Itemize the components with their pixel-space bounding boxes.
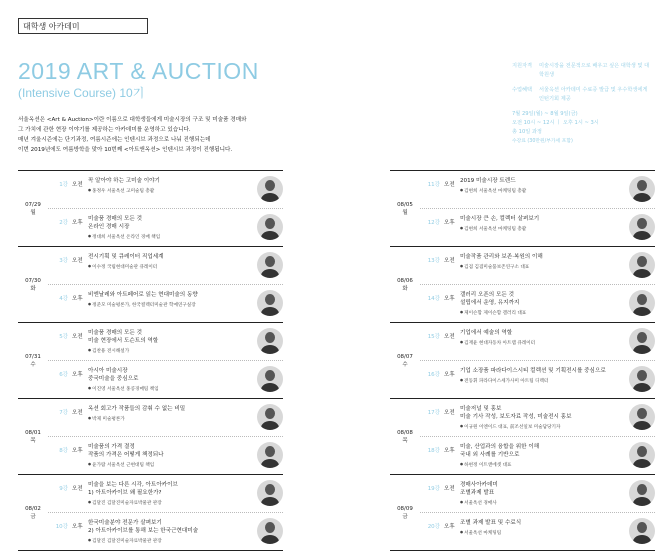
speaker-photo — [257, 442, 283, 468]
session-number: 14강 — [427, 296, 440, 302]
session-number: 4강 — [59, 296, 68, 302]
benefit-label: 수업혜택 — [512, 87, 533, 93]
session-body — [460, 215, 630, 234]
day-weekday: 금 — [402, 513, 408, 520]
session-speaker: ● 김찬용 전시해설가 — [88, 346, 258, 356]
session-row — [48, 436, 283, 474]
session-speaker: ● 홍정우 서울옥션 고미술팀 총괄 — [88, 186, 258, 196]
session-body — [88, 443, 258, 470]
speaker-photo — [629, 176, 655, 202]
day-block — [390, 322, 655, 398]
session-body — [460, 177, 630, 196]
session-time: 오후 — [444, 296, 455, 302]
day-block — [18, 474, 283, 550]
session-time: 오전 — [72, 182, 83, 188]
speaker-photo — [629, 214, 655, 240]
session-number: 13강 — [427, 258, 440, 264]
day-weekday: 목 — [30, 437, 36, 444]
session-speaker: ● 서울옥션 마케팅팀 — [460, 528, 630, 538]
session-number: 5강 — [59, 334, 68, 340]
speaker-photo — [629, 518, 655, 544]
session-row — [420, 323, 655, 360]
session-number: 3강 — [59, 258, 68, 264]
speaker-photo — [257, 366, 283, 392]
session-time: 오전 — [72, 258, 83, 264]
session-body — [88, 215, 258, 242]
day-date: 07/29 — [25, 201, 41, 208]
day-weekday: 수 — [30, 361, 36, 368]
session-title: 옥션 회고가 작품들의 감춰 수 없는 비밀 — [88, 406, 186, 412]
session-body — [88, 177, 258, 196]
day-label — [390, 399, 420, 474]
day-date: 08/08 — [397, 429, 413, 436]
session-speaker: ● 김겸 김겸미술품보존연구소 대표 — [460, 262, 630, 272]
session-body — [460, 253, 630, 272]
day-label — [18, 399, 48, 474]
speaker-photo — [257, 404, 283, 430]
session-row — [48, 171, 283, 208]
session-body — [88, 291, 258, 310]
session-speaker: ● 서울옥션 경매사 — [460, 498, 630, 508]
session-speaker: ● 이수정 국립현대미술관 큐레이터 — [88, 262, 258, 272]
speaker-photo — [629, 404, 655, 430]
session-title: 기업에서 예술의 역할 — [460, 330, 513, 336]
session-title: 미술품 경매의 모든 것 미술 현장에서 도슨트의 역할 — [88, 330, 159, 344]
day-block — [390, 170, 655, 246]
intro-line: 그 가치에 관한 현장 이야기를 제공하는 아카데미를 운영하고 있습니다. — [18, 127, 191, 133]
day-weekday: 수 — [402, 361, 408, 368]
session-number: 9강 — [59, 486, 68, 492]
day-date: 07/31 — [25, 353, 41, 360]
session-speaker: ● 이진영 서울옥션 홍콩경매팀 책임 — [88, 384, 258, 394]
session-row — [48, 512, 283, 550]
session-body — [460, 329, 630, 348]
session-title: 2019 미술시장 트렌드 — [460, 178, 516, 184]
session-time: 오전 — [444, 258, 455, 264]
schedule-column-left — [18, 170, 283, 551]
benefit-value: 서울옥션 아카데미 수료증 발급 및 우수학생에게 인턴기회 제공 — [539, 87, 648, 102]
course-hours: 오전 10시 ~ 12시 ㅣ 오후 1시 ~ 3시 — [512, 120, 599, 126]
session-time: 오전 — [72, 334, 83, 340]
session-title: 경매사아카데미 조별과제 발표 — [460, 482, 498, 496]
day-label — [18, 323, 48, 398]
page-subtitle: (Intensive Course) 10기 — [18, 86, 145, 100]
session-number: 16강 — [427, 372, 440, 378]
day-weekday: 금 — [30, 513, 36, 520]
session-speaker: ● 김달진 김달진미술자료박물관 관장 — [88, 536, 258, 546]
session-body — [88, 481, 258, 508]
day-label — [390, 247, 420, 322]
session-row — [48, 323, 283, 360]
session-title: 아시아 미술시장 중국미술을 중심으로 — [88, 368, 139, 382]
session-body — [460, 443, 630, 470]
session-title: 미술시장 큰 손, 컬렉터 살펴보기 — [460, 216, 540, 222]
session-title: 미술품의 가격 결정 작품의 가격은 어떻게 책정되나 — [88, 444, 164, 458]
intro-line: 매년 겨울시즌에는 단기과정, 여름시즌에는 인텐시브 과정으로 나눠 진행되는데 — [18, 137, 211, 143]
session-body — [88, 367, 258, 394]
day-label — [18, 247, 48, 322]
session-title: 갤러리 오픈의 모든 것 설립에서 운영, 유지까지 — [460, 292, 520, 306]
session-row — [420, 247, 655, 284]
session-speaker: ● 김현희 서울옥션 마케팅팀 총괄 — [460, 224, 630, 234]
session-number: 20강 — [427, 524, 440, 530]
session-number: 12강 — [427, 220, 440, 226]
day-label — [18, 171, 48, 246]
day-weekday: 화 — [30, 285, 36, 292]
session-row — [48, 475, 283, 512]
day-date: 08/05 — [397, 201, 413, 208]
session-body — [460, 519, 630, 538]
session-title: 비엔날레와 아트페어로 읽는 현대미술의 동향 — [88, 292, 198, 298]
speaker-photo — [629, 252, 655, 278]
day-weekday: 목 — [402, 437, 408, 444]
speaker-photo — [629, 290, 655, 316]
session-time: 오전 — [444, 334, 455, 340]
session-body — [88, 329, 258, 356]
session-body — [460, 291, 630, 318]
session-body — [88, 519, 258, 546]
session-title: 기업 소장품 파라다이스시티 컬렉션 및 기획전시를 중심으로 — [460, 368, 606, 374]
session-time: 오전 — [72, 486, 83, 492]
session-time: 오후 — [72, 296, 83, 302]
session-row — [420, 208, 655, 246]
day-block — [18, 322, 283, 398]
session-row — [48, 284, 283, 322]
session-speaker: ● 전동휘 파라다이스세가사미 아트팀 디렉터 — [460, 376, 630, 386]
day-label — [390, 475, 420, 550]
session-time: 오후 — [444, 372, 455, 378]
page-title: 2019 ART & AUCTION — [18, 58, 259, 84]
session-number: 11강 — [427, 182, 440, 188]
day-weekday: 월 — [402, 209, 408, 216]
session-speaker: ● 하현정 이트앤에셋 대표 — [460, 460, 630, 470]
session-speaker: ● 박제 미술평론가 — [88, 414, 258, 424]
course-fee: 수강료 (30만원/부가세 포함) — [512, 139, 573, 144]
session-time: 오후 — [444, 524, 455, 530]
speaker-photo — [629, 480, 655, 506]
session-row — [420, 475, 655, 512]
category-tag: 대학생 아카데미 — [18, 18, 148, 34]
session-row — [48, 247, 283, 284]
course-dates: 7월 29일(월) ~ 8월 9일(금) — [512, 111, 578, 117]
day-weekday: 화 — [402, 285, 408, 292]
speaker-photo — [257, 290, 283, 316]
session-time: 오후 — [72, 372, 83, 378]
session-number: 6강 — [59, 372, 68, 378]
session-row — [420, 399, 655, 436]
session-number: 18강 — [427, 448, 440, 454]
session-time: 오후 — [444, 448, 455, 454]
day-date: 08/02 — [25, 505, 41, 512]
speaker-photo — [257, 214, 283, 240]
session-time: 오후 — [72, 448, 83, 454]
session-time: 오후 — [444, 220, 455, 226]
session-row — [48, 360, 283, 398]
day-block — [390, 246, 655, 322]
speaker-photo — [257, 480, 283, 506]
session-row — [48, 399, 283, 436]
speaker-photo — [257, 518, 283, 544]
session-speaker: ● 김현희 서울옥션 마케팅팀 총괄 — [460, 186, 630, 196]
day-label — [390, 323, 420, 398]
session-title: 한국미술분야 전문가 살펴보기 2) 아트아카이브를 통해 보는 한국근현대미술 — [88, 520, 199, 534]
session-speaker: ● 정준모 미술평론가, 한국컬렉터미술관 학예연구실장 — [88, 300, 258, 310]
session-body — [460, 481, 630, 508]
session-title: 미술, 산업과의 융합을 위한 이해 국내 외 사례를 기반으로 — [460, 444, 540, 458]
course-info — [512, 62, 652, 146]
session-speaker: ● 정대희 서울옥션 온라인 경매 책임 — [88, 232, 258, 242]
day-block — [390, 474, 655, 550]
session-speaker: ● 김달진 김달진미술자료박물관 관장 — [88, 498, 258, 508]
day-date: 08/09 — [397, 505, 413, 512]
session-number: 15강 — [427, 334, 440, 340]
day-date: 07/30 — [25, 277, 41, 284]
session-body — [460, 367, 630, 386]
day-date: 08/01 — [25, 429, 41, 436]
session-row — [420, 171, 655, 208]
day-weekday: 월 — [30, 209, 36, 216]
intro-line: 서울옥션은 <Art & Auction>이란 이름으로 대학생들에게 미술시장의 구조 및 미술품 경매와 — [18, 117, 247, 123]
session-time: 오후 — [72, 220, 83, 226]
day-label — [18, 475, 48, 550]
session-number: 8강 — [59, 448, 68, 454]
session-speaker: ● 윤가람 서울옥션 근현대팀 책임 — [88, 460, 258, 470]
session-body — [460, 405, 630, 432]
speaker-photo — [257, 176, 283, 202]
speaker-photo — [257, 252, 283, 278]
speaker-photo — [629, 366, 655, 392]
session-row — [48, 208, 283, 246]
session-speaker: ● 제이슨함 제이슨함 갤러리 대표 — [460, 308, 630, 318]
day-block — [390, 398, 655, 474]
speaker-photo — [629, 442, 655, 468]
session-number: 10강 — [55, 524, 68, 530]
session-number: 17강 — [427, 410, 440, 416]
intro-text — [18, 115, 338, 155]
session-body — [88, 405, 258, 424]
session-title: 미술작품 관리와 보존·복원의 이해 — [460, 254, 543, 260]
session-time: 오후 — [72, 524, 83, 530]
target-label: 지원자격 — [512, 63, 533, 69]
session-row — [420, 284, 655, 322]
session-number: 7강 — [59, 410, 68, 416]
session-number: 2강 — [59, 220, 68, 226]
session-title: 조별 과제 발표 및 수료식 — [460, 520, 522, 526]
day-date: 08/06 — [397, 277, 413, 284]
session-time: 오전 — [444, 182, 455, 188]
session-title: 미술을 보는 다른 시각, 아트아카이브 1) 아트아카이브 왜 필요한가? — [88, 482, 178, 496]
course-total: 총 10일 과정 — [512, 129, 542, 135]
session-title: 미술저널 및 홍보 미술 기사 작성, 보도자료 작성, 미술전시 홍보 — [460, 406, 572, 420]
session-title: 꼭 알아야 하는 고미술 이야기 — [88, 178, 160, 184]
session-body — [88, 253, 258, 272]
session-time: 오전 — [444, 486, 455, 492]
day-label — [390, 171, 420, 246]
day-block — [18, 170, 283, 246]
speaker-photo — [629, 328, 655, 354]
schedule-column-right — [390, 170, 655, 551]
session-row — [420, 436, 655, 474]
session-number: 1강 — [59, 182, 68, 188]
day-block — [18, 246, 283, 322]
session-number: 19강 — [427, 486, 440, 492]
day-block — [18, 398, 283, 474]
day-date: 08/07 — [397, 353, 413, 360]
session-row — [420, 512, 655, 550]
session-time: 오전 — [72, 410, 83, 416]
target-value: 미술시장을 전문적으로 배우고 싶은 대학생 및 대학원생 — [539, 63, 650, 78]
session-row — [420, 360, 655, 398]
session-speaker: ● 이규원 이엔이드 대표, 前조선일보 미술담당기자 — [460, 422, 630, 432]
session-time: 오전 — [444, 410, 455, 416]
speaker-photo — [257, 328, 283, 354]
session-title: 전시기획 및 큐레이터 직업세계 — [88, 254, 164, 260]
session-title: 미술품 경매의 모든 것 온라인 경매 시장 — [88, 216, 142, 230]
session-speaker: ● 김재윤 현대자동차 아트랩 큐레이터 — [460, 338, 630, 348]
intro-line: 이번 2019년에도 여름방학을 맞아 10번째 <아트앤옥션> 인텐시브 과정이 진행됩니다. — [18, 147, 233, 153]
